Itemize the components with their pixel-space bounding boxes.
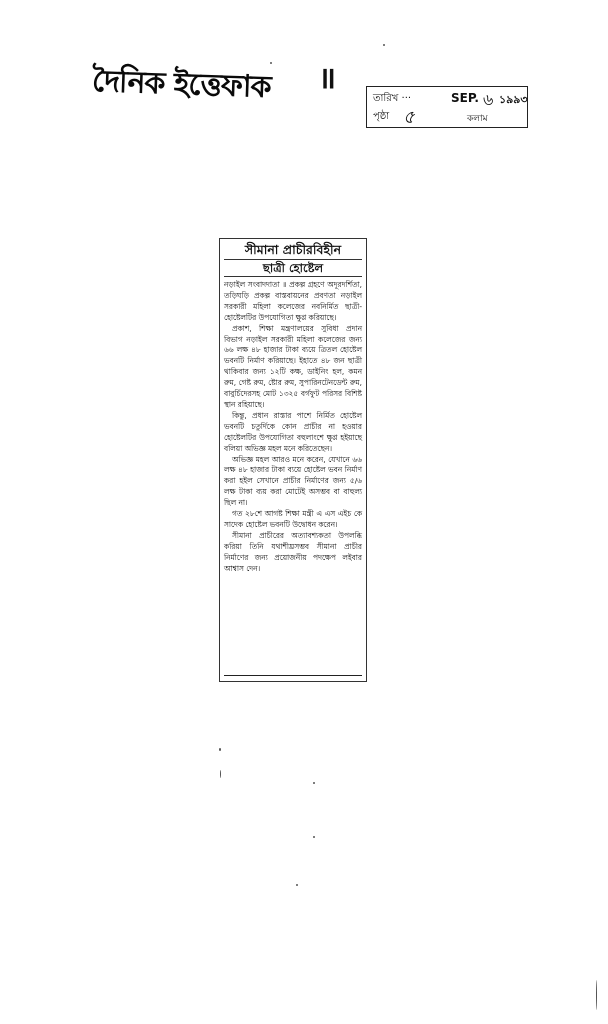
date-stamp-box (366, 86, 528, 128)
speck (383, 44, 385, 46)
speck (296, 884, 298, 886)
speck (220, 770, 221, 778)
clipping-paragraph: প্রকাশ, শিক্ষা মন্ত্রণালয়ের সুবিধা প্রদান বিভাগ নড়াইল সরকারী মহিলা কলেজের জন্য ৬৬ লক্ষ ৪৮ হাজার টাকা ব্যয়ে ত্রিতল হোষ্টেল ভবনটি নির্মাণ করিয়াছে। ইহাতে ৪৮ জন ছাত্রী থাকিবার জন্য ১২টি কক্ষ, ডাইনিং হল, কমন রুম, গেষ্ট রুম, ষ্টোর রুম, সুপারিনটেনডেন্ট রুম, বাবুর্চিদেরসহ মোট ১৩২৫ বর্গফুট পরিসর বিশিষ্ট স্থান রহিয়াছে। (224, 323, 362, 409)
clipping-body (224, 280, 362, 574)
date-label: তারিখ ··· (373, 93, 412, 104)
news-clipping (219, 238, 367, 682)
speck (313, 836, 315, 838)
newspaper-masthead: দৈনিক ইত্তেফাক (91, 63, 272, 106)
clipping-paragraph: নড়াইল সংবাদদাতা ॥ প্রকল্প গ্রহণে অদূরদর্শিতা, তড়িঘড়ি প্রকল্প বাস্তবায়নের প্রবণতা নড়াইল সরকারী মহিলা কলেজের নবনির্মিত ছাত্রী-হোষ্টেলটির উপযোগিতা ক্ষুণ্ণ করিয়াছে। (224, 280, 362, 322)
column-label: কলাম (467, 114, 488, 124)
speck (270, 62, 272, 64)
clipping-paragraph: গত ২৮শে আগষ্ট শিক্ষা মন্ত্রী এ এস এইচ কে সাদেক হোষ্টেল ভবনটি উদ্বোধন করেন। (224, 509, 362, 529)
clipping-headline: সীমানা প্রাচীরবিহীন (224, 242, 362, 260)
punctuation-mark: ॥ (318, 61, 336, 96)
clipping-paragraph: কিন্তু, প্রধান রাস্তার পাশে নির্মিত হোষ্টেল ভবনটি চতুর্দিকে কোন প্রাচীর না হওয়ার হোষ্টেলটির উপযোগিতা বহুলাংশে ক্ষুণ্ণ হইয়াছে বলিয়া অভিজ্ঞ মহল মনে করিতেছেন। (224, 410, 362, 453)
speck (596, 980, 597, 1010)
speck (219, 748, 221, 751)
clipping-paragraph: সীমানা প্রাচীরের অত্যাবশ্যকতা উপলব্ধি করিয়া তিনি যথাশীঘ্রসম্ভব সীমানা প্রাচীর নির্মাণের জন্য প্রয়োজনীয় পদক্ষেপ লইবার আশ্বাস দেন। (224, 530, 362, 573)
date-day: ৬ (483, 90, 494, 109)
clipping-bottom-rule (224, 675, 362, 679)
clipping-paragraph: অভিজ্ঞ মহল আরও মনে করেন, যেখানে ৬৬ লক্ষ ৪৮ হাজার টাকা ব্যয়ে হোষ্টেল ভবন নির্মাণ করা হইল সেখানে প্রাচীর নির্মাণের জন্য ৫/৬ লক্ষ টাকা ব্যয় করা মোটেই অসম্ভব বা বাহুল্য ছিল না। (224, 454, 362, 508)
page-number: ৫ (403, 107, 415, 128)
date-year: ১৯৯৩ (499, 93, 528, 106)
page-label: পৃষ্ঠা (373, 111, 390, 122)
date-month: SEP. (451, 91, 479, 105)
clipping-subhead: ছাত্রী হোষ্টেল (224, 261, 362, 277)
speck (313, 782, 315, 784)
